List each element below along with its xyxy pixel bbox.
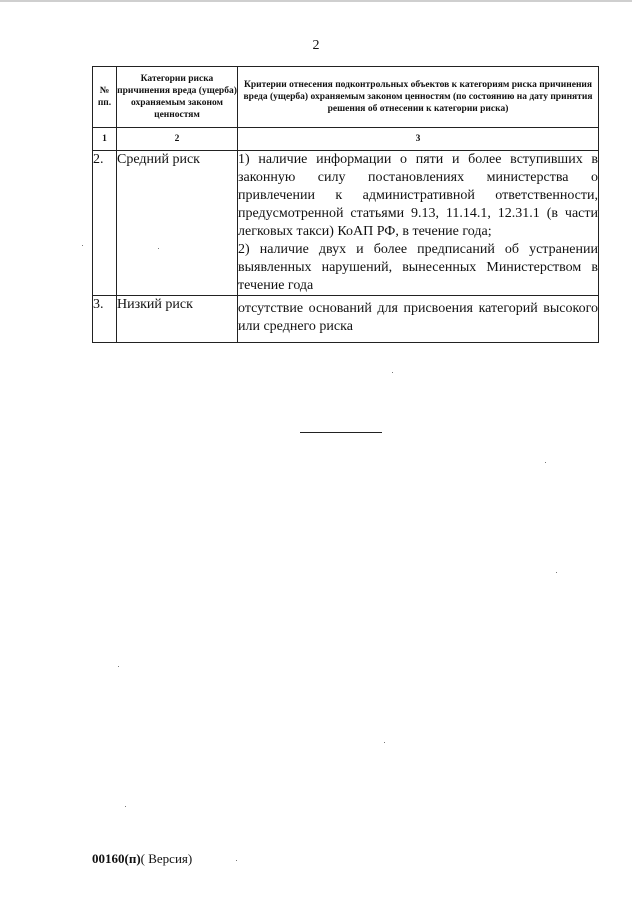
table-row xyxy=(93,296,599,343)
column-number-1: 1 xyxy=(93,128,117,151)
scan-speck xyxy=(392,372,393,373)
document-code xyxy=(92,851,192,867)
scan-speck xyxy=(556,572,557,573)
column-number-3: 3 xyxy=(238,128,599,151)
scan-speck xyxy=(118,666,119,667)
table-header-row xyxy=(93,67,599,128)
row-index: 2. xyxy=(93,151,117,296)
criteria-item: отсутствие оснований для присвоения категорий высокого или среднего риска xyxy=(238,301,598,334)
scan-speck xyxy=(125,806,126,807)
column-number-row xyxy=(93,128,599,151)
document-code-number: 00160(п) xyxy=(92,851,141,866)
scan-speck xyxy=(158,248,159,249)
header-risk-category: Категории риска причинения вреда (ущерба) охраняемым законом ценностям xyxy=(117,67,238,128)
table-row xyxy=(93,151,599,296)
row-criteria xyxy=(238,296,599,343)
document-version: ( Версия) xyxy=(140,851,193,866)
column-number-2: 2 xyxy=(117,128,238,151)
row-category: Средний риск xyxy=(117,151,238,296)
separator-line xyxy=(300,432,382,433)
page-number: 2 xyxy=(312,38,320,53)
scan-speck xyxy=(236,860,237,861)
criteria-item: 1) наличие информации о пяти и более вступивших в законную силу постановлениях министерства о привлечении к административной ответственности, предусмотренной статьями 9.13, 11.14.1, 12.31.1 (в части легковых такси) КоАП РФ, в течение года; xyxy=(238,152,598,239)
row-index: 3. xyxy=(93,296,117,343)
risk-categories-table xyxy=(92,66,599,343)
header-number: № пп. xyxy=(93,67,117,128)
scan-speck xyxy=(384,742,385,743)
criteria-item: 2) наличие двух и более предписаний об устранении выявленных нарушений, вынесенных Министерством в течение года xyxy=(238,242,598,293)
row-category: Низкий риск xyxy=(117,296,238,343)
page-top-edge xyxy=(0,0,632,2)
header-criteria: Критерии отнесения подконтрольных объектов к категориям риска причинения вреда (ущерба) охраняемым законом ценностям (по состоянию на дату принятия решения об отнесении к категории риска) xyxy=(238,67,599,128)
scan-speck xyxy=(545,462,546,463)
scan-speck xyxy=(82,245,83,246)
row-criteria xyxy=(238,151,599,296)
